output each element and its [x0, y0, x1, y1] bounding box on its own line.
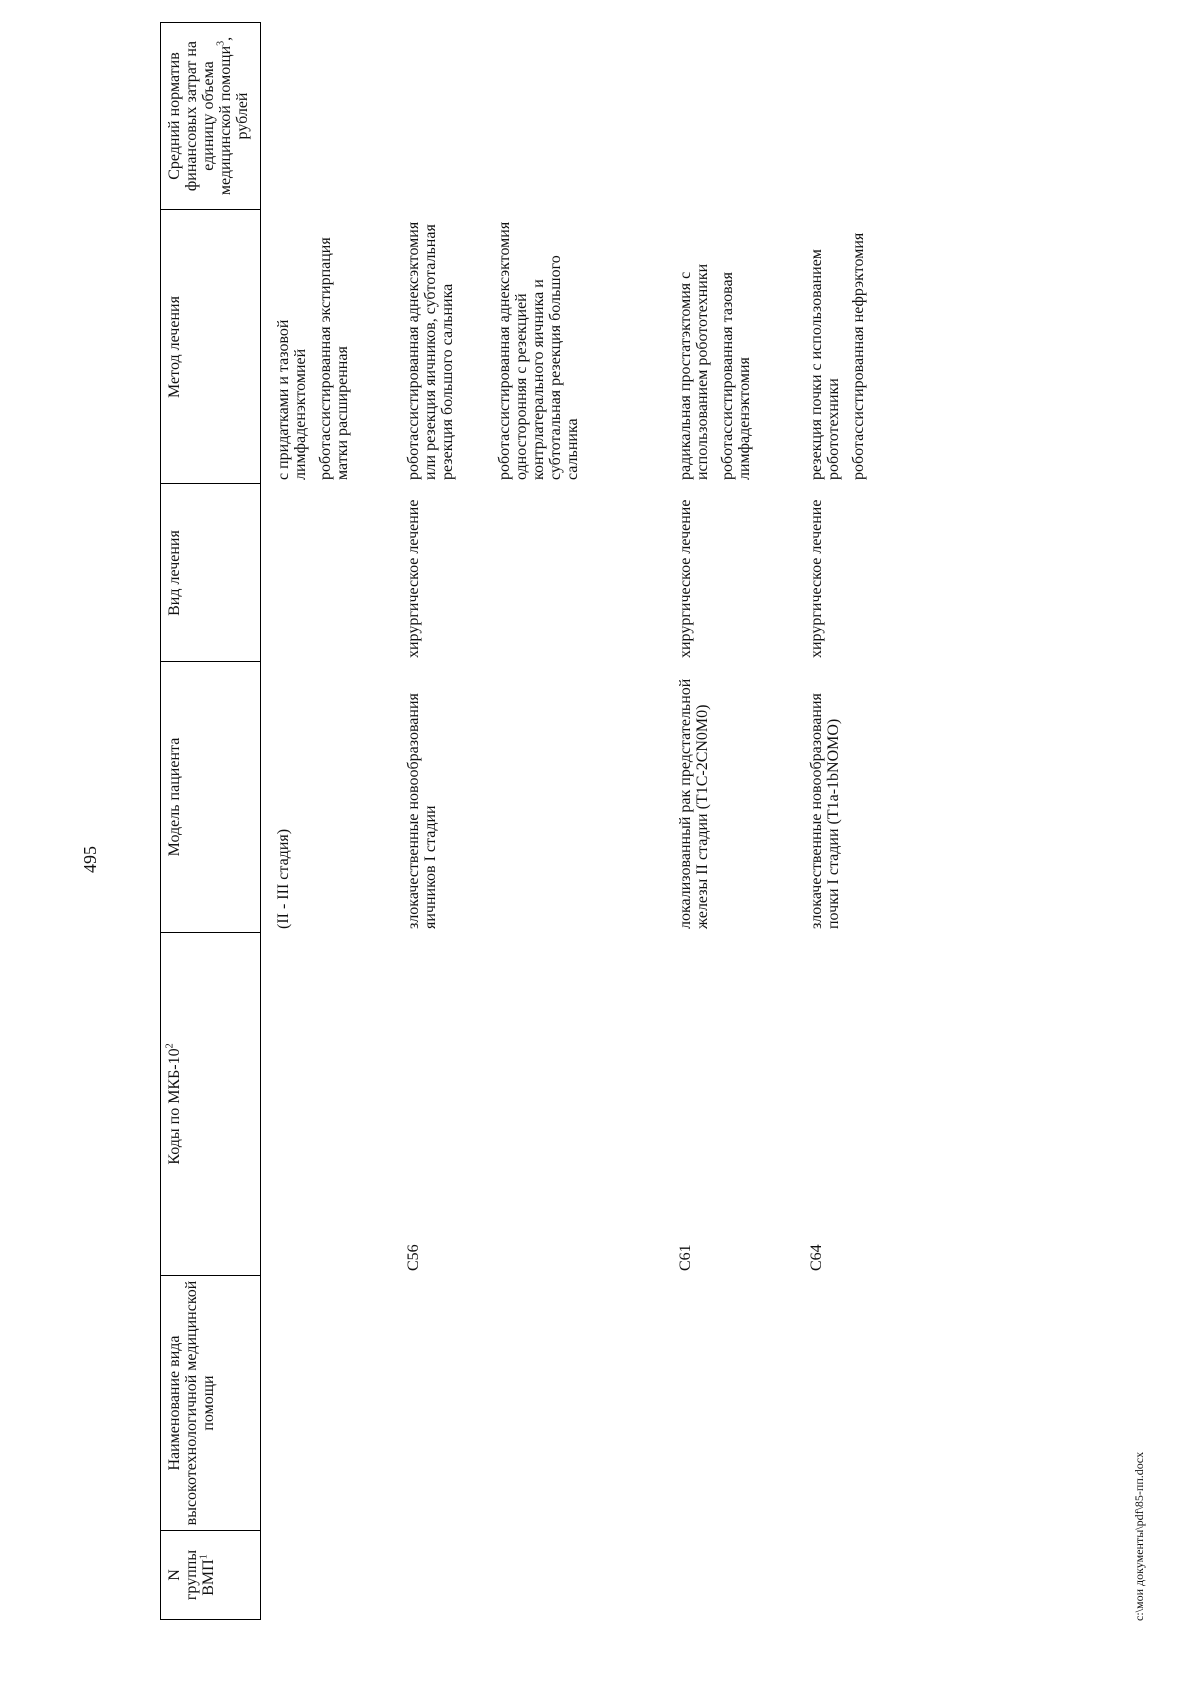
header-vmp-name: Наименование вида высокотехнологичной медицинской помощи — [166, 1280, 217, 1526]
header-patient-model: Модель пациента — [166, 737, 183, 857]
row-3-model: локализованный рак предстательной железы II стадии (T1C-2CN0M0) — [677, 678, 711, 929]
method-item: роботассистированная аднексэктомия односторонняя с резекцией контрлатерального яичника и субтотальная резекция большого сальника — [496, 221, 581, 480]
method-item: радикальная простатэктомия с использованием робототехники — [677, 263, 711, 480]
header-treatment-method: Метод лечения — [166, 296, 183, 398]
row-4-type: хирургическое лечение — [808, 499, 825, 658]
table-border-top — [160, 22, 161, 1620]
row-3-code: C61 — [677, 1244, 694, 1271]
table-divider-5 — [160, 483, 260, 484]
row-4-methods — [808, 216, 875, 480]
page-number: 495 — [80, 846, 100, 873]
header-n-group: N группы ВМП$^1$ — [166, 1549, 217, 1601]
header-cost-norm: Средний норматив финансовых затрат на единицу объема медицинской помощи$^3$, рублей — [166, 36, 251, 196]
row-3-methods — [677, 216, 761, 480]
table-border-right — [160, 22, 260, 23]
method-item: с придатками и тазовой лимфаденэктомией — [275, 319, 309, 480]
row-2-methods — [405, 200, 589, 480]
header-treatment-type: Вид лечения — [166, 530, 183, 616]
row-1-methods — [275, 216, 359, 480]
row-2-type: хирургическое лечение — [405, 499, 422, 658]
row-3-type: хирургическое лечение — [677, 499, 694, 658]
table-divider-2 — [160, 1275, 260, 1276]
footer-file-path: c:\мои документы\pdf\85-пп.docx — [1132, 1451, 1146, 1621]
row-4-code: C64 — [808, 1244, 825, 1271]
table-divider-4 — [160, 661, 260, 662]
method-item: резекция почки с использованием робототехники — [808, 249, 842, 480]
table-divider-3 — [160, 932, 260, 933]
method-item: роботассистированная тазовая лимфаденэктомия — [719, 272, 753, 480]
method-item: роботассистированная аднексэктомия или резекция яичников, субтотальная резекция большого сальника — [405, 221, 456, 480]
table-border-header-bottom — [260, 22, 261, 1620]
table-divider-1 — [160, 1530, 260, 1531]
method-item: роботассистированная нефрэктомия — [850, 232, 867, 480]
table-border-left — [160, 1619, 260, 1620]
row-4-model: злокачественные новообразования почки I стадии (T1a-1bNOMO) — [808, 693, 842, 929]
table-divider-6 — [160, 209, 260, 210]
header-icd-codes: Коды по МКБ-$10^2$ — [164, 1043, 183, 1165]
method-item: роботассистированная экстирпация матки расширенная — [317, 237, 351, 480]
row-2-code: C56 — [405, 1244, 422, 1271]
row-1-model: (II - III стадия) — [275, 828, 292, 929]
row-2-model: злокачественные новообразования яичников I стадии — [405, 693, 439, 929]
